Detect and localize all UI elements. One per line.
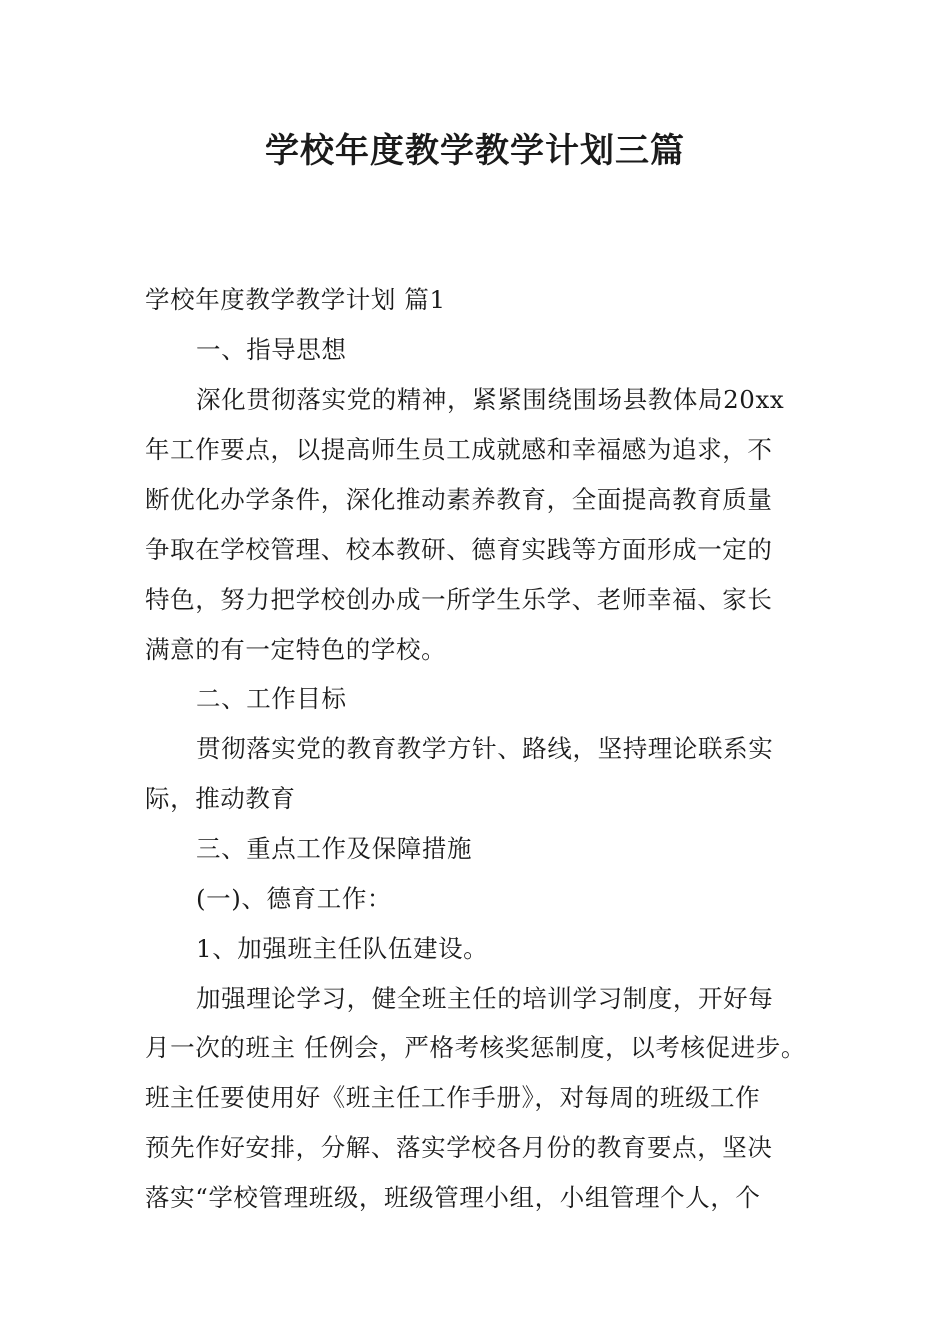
paragraph-line: 贯彻落实党的教育教学方针、路线，坚持理论联系实 (196, 734, 774, 763)
paragraph-line: 加强理论学习，健全班主任的培训学习制度，开好每 (196, 984, 774, 1013)
paragraph-line: 预先作好安排，分解、落实学校各月份的教育要点，坚决 (145, 1133, 773, 1162)
subheading: 三、重点工作及保障措施 (196, 834, 473, 863)
paragraph-line: 特色，努力把学校创办成一所学生乐学、老师幸福、家长 (145, 585, 773, 614)
paragraph-line: 断优化办学条件，深化推动素养教育，全面提高教育质量 (145, 485, 773, 514)
paragraph-line: 深化贯彻落实党的精神，紧紧围绕围场县教体局20xx (196, 385, 785, 414)
paragraph-line: 际，推动教育 (145, 784, 296, 813)
subheading: 1、加强班主任队伍建设。 (196, 934, 489, 963)
section-heading: 学校年度教学教学计划 篇1 (145, 285, 446, 314)
paragraph-line: 争取在学校管理、校本教研、德育实践等方面形成一定的 (145, 535, 773, 564)
paragraph-line: 月一次的班主 任例会，严格考核奖惩制度，以考核促进步。 (145, 1033, 806, 1062)
document-title: 学校年度教学教学计划三篇 (265, 131, 685, 171)
paragraph-line: 年工作要点，以提高师生员工成就感和幸福感为追求，不 (145, 435, 773, 464)
paragraph-line: 班主任要使用好《班主任工作手册》，对每周的班级工作 (145, 1083, 761, 1112)
subheading: (一)、德育工作： (196, 884, 393, 913)
paragraph-line: 满意的有一定特色的学校。 (145, 635, 447, 664)
subheading: 一、指导思想 (196, 335, 347, 364)
subheading: 二、工作目标 (196, 684, 347, 713)
paragraph-line: 落实“学校管理班级，班级管理小组，小组管理个人，个 (145, 1183, 761, 1212)
